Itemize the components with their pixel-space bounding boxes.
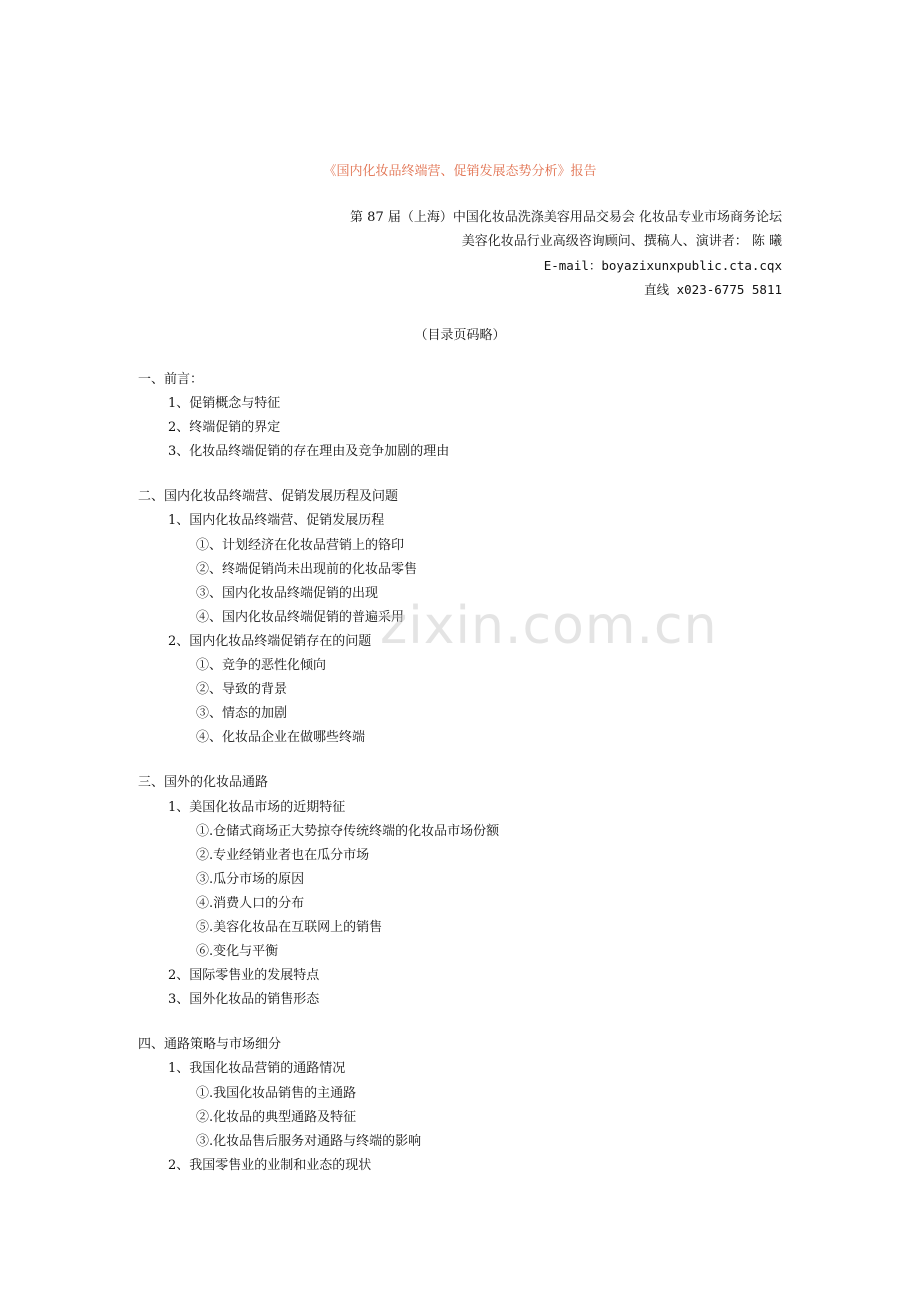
section-gap	[138, 1012, 798, 1033]
outline-subitem: ②.专业经销业者也在瓜分市场	[196, 847, 370, 863]
author-info	[350, 206, 782, 302]
outline-item: 2、终端促销的界定	[168, 420, 281, 436]
outline-item: 1、我国化妆品营销的通路情况	[168, 1061, 346, 1077]
toc-note: （目录页码略）	[414, 328, 506, 343]
section-heading: 三、国外的化妆品通路	[138, 775, 269, 791]
outline-subitem: ④、化妆品企业在做哪些终端	[196, 730, 366, 746]
outline-subitem: ②.化妆品的典型通路及特征	[196, 1109, 357, 1125]
section-heading: 二、国内化妆品终端营、促销发展历程及问题	[138, 489, 399, 505]
section-gap	[138, 464, 798, 485]
outline-subitem: ②、导致的背景	[196, 682, 288, 698]
report-title: 《国内化妆品终端营、促销发展态势分析》报告	[323, 164, 597, 179]
outline-subitem: ⑤.美容化妆品在互联网上的销售	[196, 919, 383, 935]
outline-subitem: ③、情态的加剧	[196, 706, 288, 722]
outline-subitem: ③.瓜分市场的原因	[196, 871, 305, 887]
outline-subitem: ③、国内化妆品终端促销的出现	[196, 585, 379, 601]
outline-item: 3、国外化妆品的销售形态	[168, 992, 320, 1008]
outline-subitem: ②、终端促销尚未出现前的化妆品零售	[196, 561, 418, 577]
email-line: E-mail：boyazixunxpublic.cta.cqx	[543, 258, 782, 273]
outline-subitem: ⑥.变化与平衡	[196, 944, 279, 960]
section-gap	[138, 750, 798, 771]
watermark: zixin.com.cn	[380, 596, 718, 656]
outline-subitem: ①、竞争的恶性化倾向	[196, 658, 327, 674]
outline-item: 1、促销概念与特征	[168, 396, 281, 412]
outline-item: 2、国内化妆品终端促销存在的问题	[168, 633, 372, 649]
outline-subitem: ③.化妆品售后服务对通路与终端的影响	[196, 1133, 422, 1149]
outline-item: 2、国际零售业的发展特点	[168, 968, 320, 984]
event-line: 第 87 届（上海）中国化妆品洗涤美容用品交易会 化妆品专业市场商务论坛	[350, 210, 782, 225]
outline-item: 1、国内化妆品终端营、促销发展历程	[168, 513, 385, 529]
section-heading: 一、前言：	[138, 372, 204, 387]
outline-item: 2、我国零售业的业制和业态的现状	[168, 1157, 372, 1173]
outline-subitem: ①、计划经济在化妆品营销上的铬印	[196, 537, 405, 553]
section-heading: 四、通路策略与市场细分	[138, 1037, 282, 1053]
outline-subitem: ④、国内化妆品终端促销的普遍采用	[196, 609, 405, 625]
outline-subitem: ①.仓储式商场正大势掠夺传统终端的化妆品市场份额	[196, 823, 500, 839]
outline-subitem: ①.我国化妆品销售的主通路	[196, 1085, 357, 1101]
author-line: 美容化妆品行业高级咨询顾问、撰稿人、演讲者： 陈 曦	[461, 234, 782, 249]
phone-line: 直线 x023-6775 5811	[644, 282, 782, 297]
outline-subitem: ④.消费人口的分布	[196, 895, 305, 911]
outline	[138, 368, 798, 1178]
outline-item: 1、美国化妆品市场的近期特征	[168, 799, 346, 815]
outline-item: 3、化妆品终端促销的存在理由及竞争加剧的理由	[168, 444, 450, 460]
